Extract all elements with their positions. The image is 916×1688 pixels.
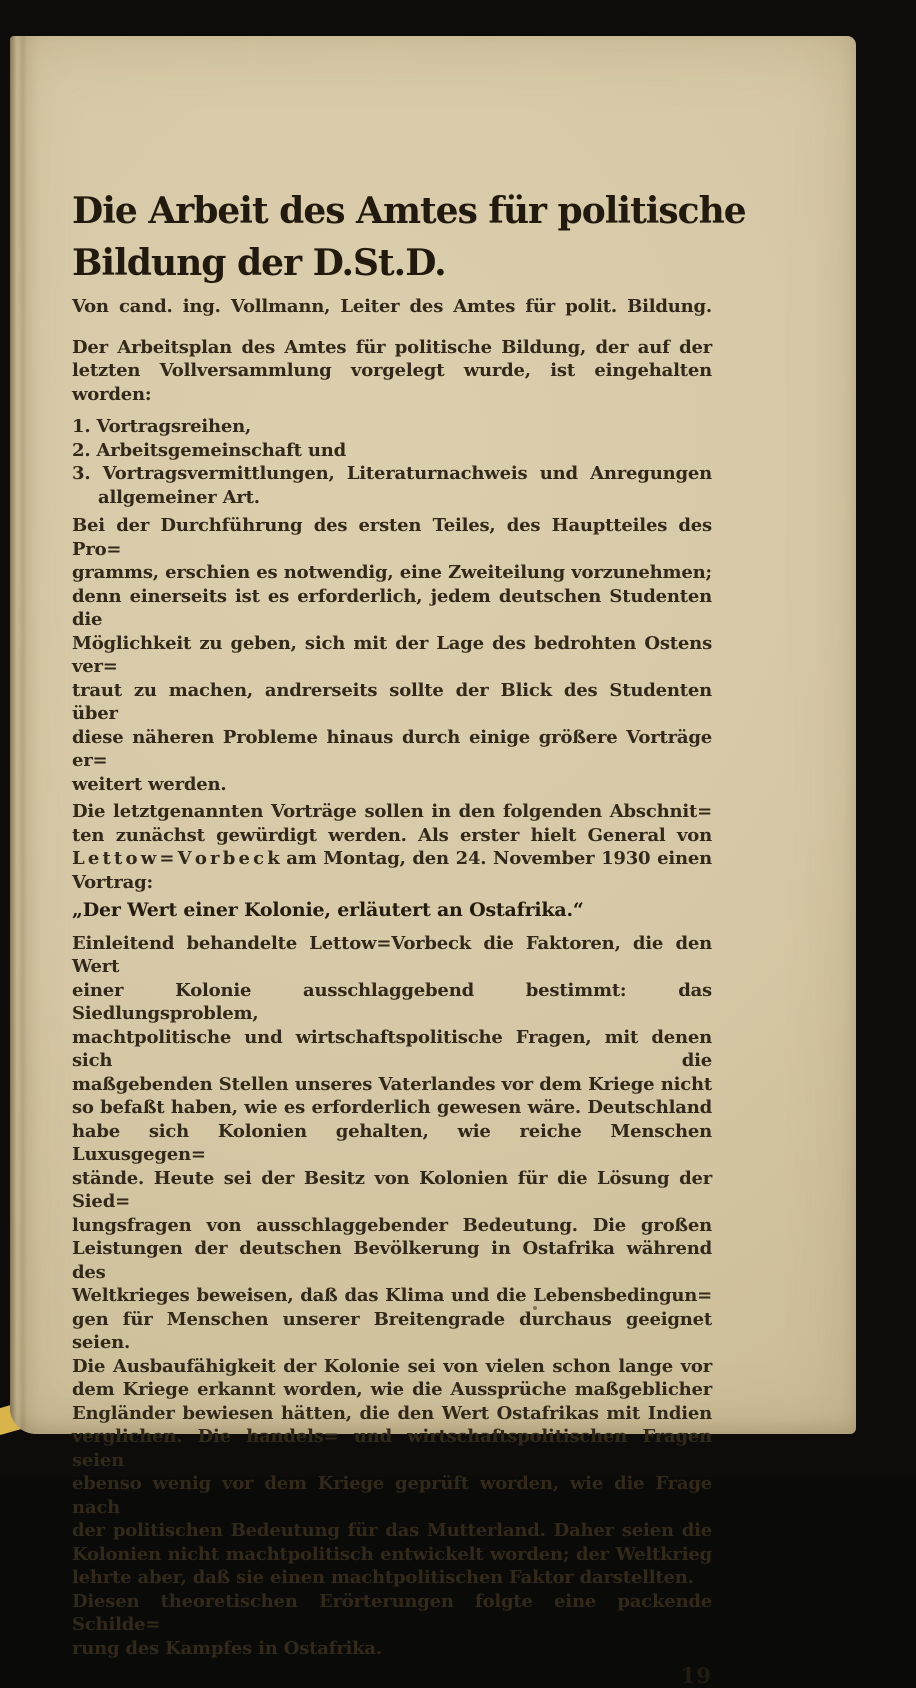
body-line: lehrte aber, daß sie einen machtpolitischen Faktor darstellten. [72,1567,694,1588]
body-line: Einleitend behandelte Lettow=Vorbeck die Faktoren, die den Wert [72,932,712,977]
body-line: gramms, erschien es notwendig, eine Zweiteilung vorzunehmen; [72,562,712,583]
body-line: diese näheren Probleme hinaus durch einige größere Vorträge er= [72,726,712,771]
book-page [10,36,856,1688]
paragraph-lecture-intro [72,800,712,894]
body-line: maßgebenden Stellen unseres Vaterlandes vor dem Kriege nicht [72,1073,712,1095]
list-item: 3. Vortragsvermittlungen, Literaturnachweis und Anregungen [72,463,712,484]
byline: Von cand. ing. Vollmann, Leiter des Amtes für polit. Bildung. [72,296,712,317]
body-line: Leistungen der deutschen Bevölkerung in Ostafrika während des [72,1238,712,1283]
page-title-line-2: Bildung der D.St.D. [72,242,446,284]
body-line: weitert werden. [72,773,227,795]
paragraph-lecture-summary [72,932,712,1661]
body-line: rung des Kampfes in Ostafrika. [72,1637,382,1659]
page-title-line-1: Die Arbeit des Amtes für politische [72,190,746,232]
body-line: ebenso wenig vor dem Kriege geprüft worden, wie die Frage nach [72,1473,712,1518]
paragraph-intro [72,336,712,407]
body-line: dem Kriege erkannt worden, wie die Aussprüche maßgeblicher [72,1379,712,1400]
body-line: ten zunächst gewürdigt werden. Als erster hielt General von [72,824,712,846]
lecture-subheading: „Der Wert einer Kolonie, erläutert an Ostafrika.“ [72,899,584,921]
body-line: Die letztgenannten Vorträge sollen in den folgenden Abschnit= [72,801,712,822]
list-item: 1. Vortragsreihen, [72,416,252,437]
body-line: der politischen Bedeutung für das Mutterland. Daher seien die [72,1520,712,1541]
body-line: Der Arbeitsplan des Amtes für politische Bildung, der auf der [72,336,712,358]
body-line: so befaßt haben, wie es erforderlich gewesen wäre. Deutschland [72,1097,712,1118]
body-line: Die Ausbaufähigkeit der Kolonie sei von vielen schon lange vor [72,1355,712,1377]
body-line: Kolonien nicht machtpolitisch entwickelt worden; der Weltkrieg [72,1543,712,1565]
body-line: lungsfragen von ausschlaggebender Bedeutung. Die großen [72,1214,712,1236]
body-line: Bei der Durchführung des ersten Teiles, des Hauptteiles des Pro= [72,515,712,560]
list-item: 2. Arbeitsgemeinschaft und [72,439,347,461]
page-number: 19 [680,1663,712,1688]
body-line: Vortrag: [72,871,153,893]
body-line: L e t t o w = V o r b e c k am Montag, den 24. November 1930 einen [72,848,712,869]
numbered-list [72,415,712,509]
body-line: stände. Heute sei der Besitz von Kolonien für die Lösung der Sied= [72,1167,712,1212]
body-line: Weltkrieges beweisen, daß das Klima und die Lebensbedingun= [72,1285,712,1306]
body-line: gen für Menschen unserer Breitengrade durchaus geeignet seien. [72,1308,712,1353]
body-line: einer Kolonie ausschlaggebend bestimmt: das Siedlungsproblem, [72,979,712,1024]
body-line: Möglichkeit zu geben, sich mit der Lage des bedrohten Ostens ver= [72,632,712,677]
body-line: habe sich Kolonien gehalten, wie reiche Menschen Luxusgegen= [72,1120,712,1165]
body-line: verglichen. Die handels= und wirtschaftspolitischen Fragen seien [72,1426,712,1471]
body-line: Diesen theoretischen Erörterungen folgte eine packende Schilde= [72,1590,712,1635]
page-title [72,185,746,289]
page-edge-shadow [10,36,40,1434]
body-line: Engländer bewiesen hätten, die den Wert Ostafrikas mit Indien [72,1402,712,1424]
body-line: machtpolitische und wirtschaftspolitische Fragen, mit denen sich die [72,1026,712,1071]
page-content [72,36,746,1688]
body-line: denn einerseits ist es erforderlich, jedem deutschen Studenten die [72,585,712,630]
body-line: letzten Vollversammlung vorgelegt wurde, ist eingehalten worden: [72,360,712,405]
paragraph-program [72,514,712,796]
body-line: traut zu machen, andrerseits sollte der Blick des Studenten über [72,679,712,724]
list-item-continuation: allgemeiner Art. [98,486,260,508]
